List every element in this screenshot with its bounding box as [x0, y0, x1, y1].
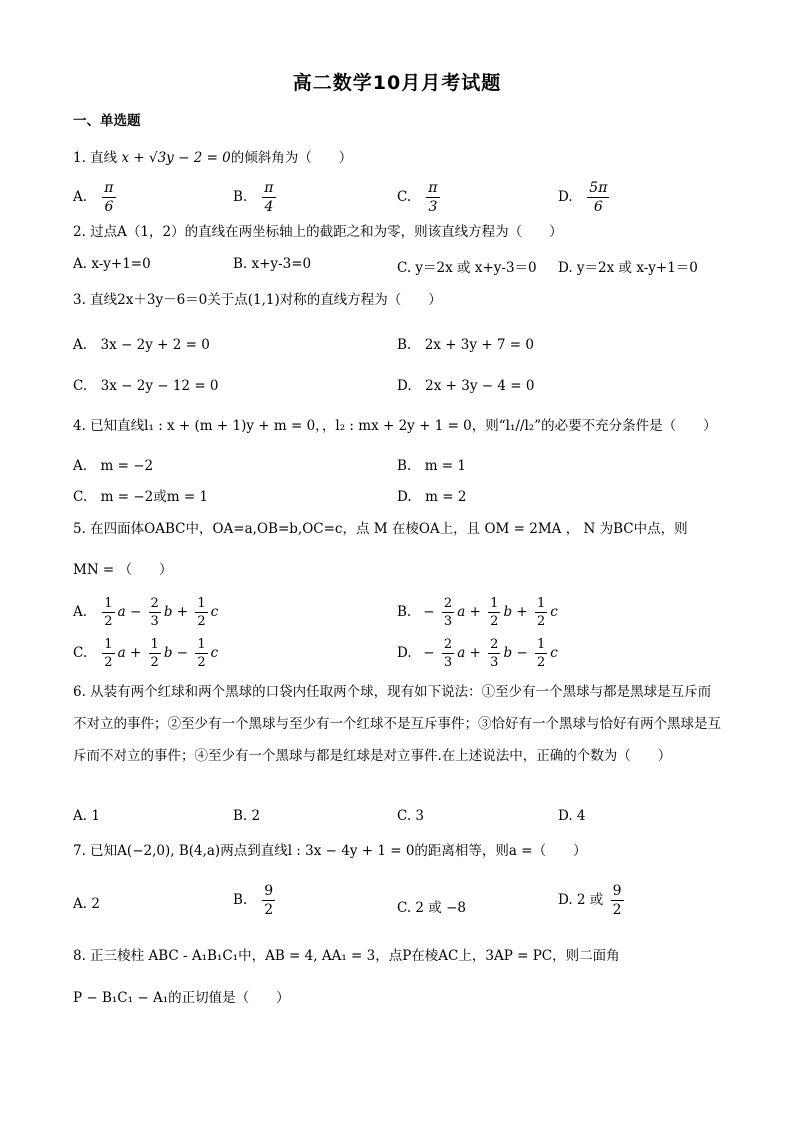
- question-3: 3. 直线2x＋3y－6＝0关于点(1,1)对称的直线方程为（ ）: [73, 292, 442, 308]
- question-6-option-d[interactable]: D. 4: [558, 808, 586, 824]
- question-5-option-c[interactable]: C. $\frac{1}{2}$ a + $\frac{1}{2}$ b − $\frac{1}{2}$ c: [73, 637, 219, 670]
- question-5-option-b[interactable]: B. − $\frac{2}{3}$ a + $\frac{1}{2}$ b + $\frac{1}{2}$ c: [397, 596, 558, 629]
- question-1-tail: 的倾斜角为（ ）: [230, 150, 353, 166]
- question-7-option-b[interactable]: B. $\frac{9}{2}$: [233, 883, 274, 918]
- fraction: $\frac{\pi}{6}$: [104, 180, 114, 215]
- question-1-option-a[interactable]: A. $\frac{\pi}{6}$: [73, 180, 114, 215]
- question-5-option-d[interactable]: D. − $\frac{2}{3}$ a + $\frac{2}{3}$ b − $\frac{1}{2}$ c: [397, 637, 558, 670]
- question-7: 7. 已知A(−2,0), B(4,a)两点到直线l : 3x − 4y + 1 = 0的距离相等，则a =（ ）: [73, 843, 587, 859]
- question-3-option-b[interactable]: B. 2x + 3y + 7 = 0: [397, 337, 534, 353]
- question-3-option-d[interactable]: D. 2x + 3y − 4 = 0: [397, 378, 535, 394]
- question-4-option-a[interactable]: A. m = −2: [73, 458, 154, 474]
- question-2-option-a[interactable]: A. x-y+1=0: [73, 256, 151, 272]
- question-1-prefix: 1. 直线: [73, 150, 118, 166]
- question-3-option-c[interactable]: C. 3x − 2y − 12 = 0: [73, 378, 219, 394]
- question-1-option-c[interactable]: C. $\frac{\pi}{3}$: [397, 180, 438, 215]
- question-4-option-c[interactable]: C. m = −2或m = 1: [73, 489, 209, 505]
- question-2-option-c[interactable]: C. y＝2x 或 x+y-3＝0: [397, 260, 537, 276]
- question-7-option-d[interactable]: D. 2 或 $\frac{9}{2}$: [558, 883, 622, 918]
- question-4-option-b[interactable]: B. m = 1: [397, 458, 466, 474]
- question-1-expression: x + √3y − 2 = 0: [121, 150, 231, 166]
- page-title: 高二数学10月月考试题: [292, 72, 502, 94]
- question-4: 4. 已知直线l₁ : x + (m + 1)y + m = 0，，l₂ : mx + 2y + 1 = 0，则“l₁//l₂”的必要不充分条件是（ ）: [73, 418, 717, 434]
- section-heading: 一、单选题: [73, 113, 141, 129]
- question-8-line-2: P − B₁C₁ − A₁的正切值是（ ）: [73, 990, 290, 1006]
- question-1-option-d[interactable]: D. $\frac{5\pi}{6}$: [558, 180, 608, 215]
- question-2: 2. 过点A（1，2）的直线在两坐标轴上的截距之和为零，则该直线方程为（ ）: [73, 224, 563, 240]
- question-2-option-d[interactable]: D. y＝2x 或 x-y+1＝0: [558, 260, 698, 276]
- question-6-option-c[interactable]: C. 3: [397, 808, 425, 824]
- question-6: 6. 从装有两个红球和两个黑球的口袋内任取两个球，现有如下说法：①至少有一个黑球与都是黑球是互斥而不对立的事件；②至少有一个黑球与至少有一个红球不是互斥事件；③恰好有一个黑球与恰好有两个黑球是互斥而不对立的事件；④至少有一个黑球与都是红球是对立事件.在上述说法中，正确的个数为（ ）: [73, 684, 721, 764]
- question-5-line-2: MN = （ ）: [73, 562, 173, 578]
- question-4-option-d[interactable]: D. m = 2: [397, 489, 467, 505]
- fraction: $\frac{\pi}{3}$: [428, 180, 438, 215]
- fraction: $\frac{\pi}{4}$: [264, 180, 274, 215]
- question-6-option-b[interactable]: B. 2: [233, 808, 261, 824]
- question-8-line-1: 8. 正三棱柱 ABC - A₁B₁C₁中，AB = 4, AA₁ = 3，点P在棱AC上，3AP = PC，则二面角: [73, 948, 620, 964]
- question-6-option-a[interactable]: A. 1: [73, 808, 100, 824]
- question-7-option-c[interactable]: C. 2 或 −8: [397, 900, 467, 916]
- question-3-option-a[interactable]: A. 3x − 2y + 2 = 0: [73, 337, 210, 353]
- question-2-option-b[interactable]: B. x+y-3=0: [233, 256, 312, 272]
- question-1-option-b[interactable]: B. $\frac{\pi}{4}$: [233, 180, 274, 215]
- fraction: $\frac{5\pi}{6}$: [589, 180, 608, 215]
- question-7-option-a[interactable]: A. 2: [73, 896, 100, 912]
- question-5-option-a[interactable]: A. $\frac{1}{2}$ a − $\frac{2}{3}$ b + $\frac{1}{2}$ c: [73, 596, 219, 629]
- question-5-line-1: 5. 在四面体OABC中，OA=a,OB=b,OC=c，点 M 在棱OA上，且 OM = 2MA ， N 为BC中点，则: [73, 521, 688, 537]
- question-1: [73, 150, 733, 166]
